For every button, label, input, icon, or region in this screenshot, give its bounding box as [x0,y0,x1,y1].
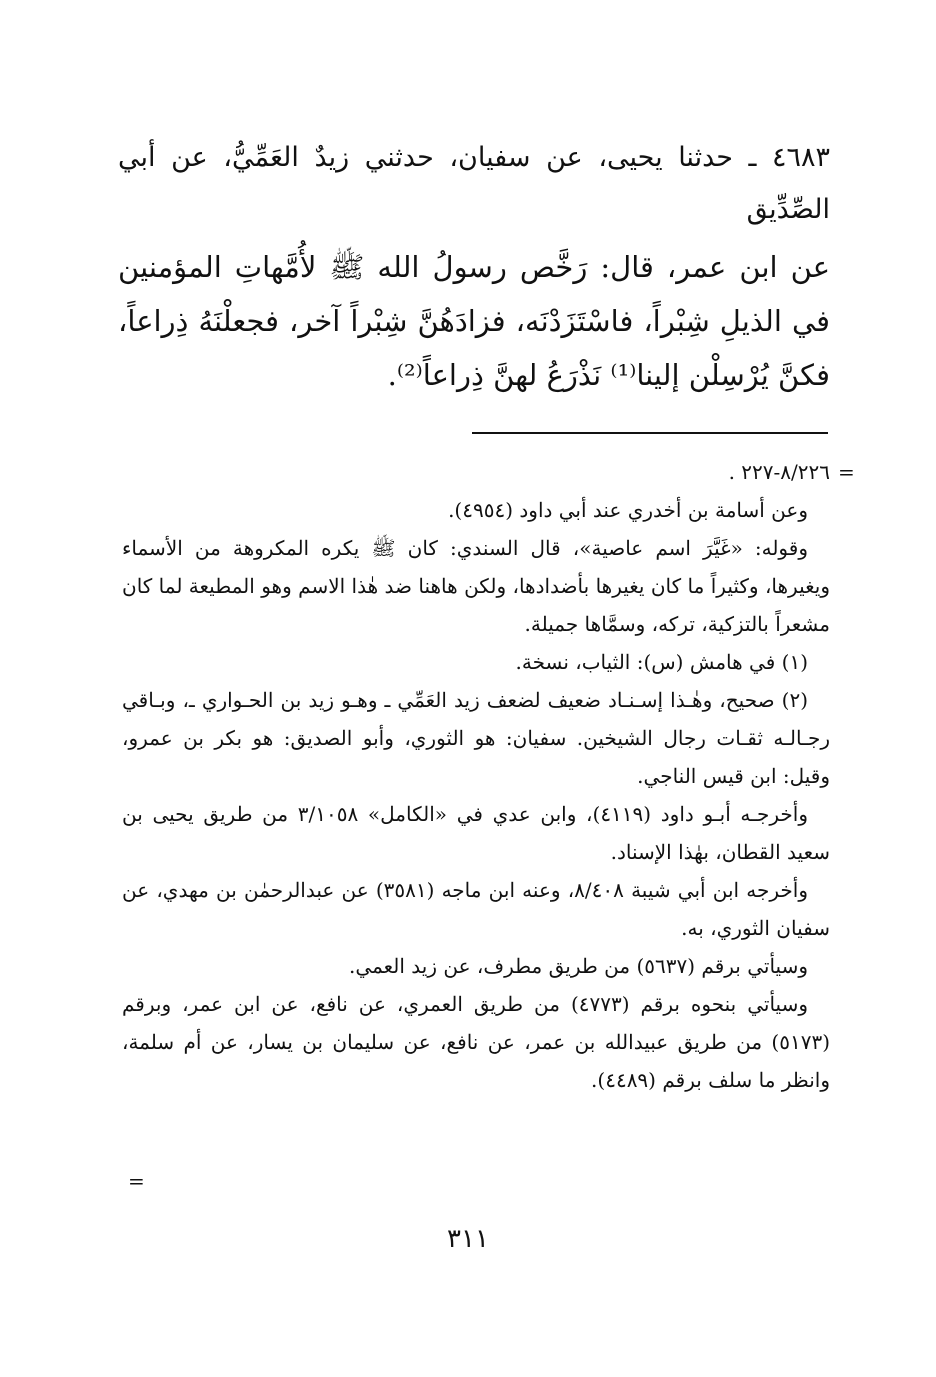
footnote-separator [472,432,828,434]
footnote-2: (٢) صحيح، وهٰـذا إسـنـاد ضعيف لضعف زيد العَمِّي ـ وهـو زيد بن الحـواري ـ، وبـاقي رجـالـه ثقـات رجال الشيخين. سفيان: هو الثوري، وأبو الصديق: هو بكر بن عمرو، وقيل: ابن قيس الناجي. [122,688,830,788]
footnotes [122,453,830,1099]
footnote-paragraph: وسيأتي بنحوه برقم (٤٧٧٣) من طريق العمري، عن نافع، عن ابن عمر، وبرقم (٥١٧٣) من طريق عبيدالله بن عمر، عن نافع، عن سليمان بن يسار، عن أم سلمة، وانظر ما سلف برقم (٤٤٨٩). [122,992,830,1092]
footnote-1: (١) في هامش (س): الثياب، نسخة. [515,650,808,674]
footnote-paragraph: وقوله: «غَيَّرَ اسم عاصية»، قال السندي: كان ﷺ يكره المكروهة من الأسماء ويغيرها، وكثيراً ما كان يغيرها بأضدادها، ولكن هاهنا ضد هٰذا الاسم وهو المطيعة لما كان مشعراً بالتزكية، تركه، وسمَّاها جميلة. [122,536,830,636]
footnote-continuation [122,453,830,491]
footnote-paragraph: وسيأتي برقم (٥٦٣٧) من طريق مطرف، عن زيد العمي. [349,954,808,978]
hadith-text: عن ابن عمر، قال: رَخَّص رسولُ الله ﷺ لأُمَّهاتِ المؤمنين في الذيلِ شِبْراً، فاسْتَزَدْنَه، فزادَهُنَّ شِبْراً آخر، فجعلْنَهُ ذِراعاً، فكنَّ يُرْسِلْن إلينا⁽¹⁾ نَذْرَعُ لهنَّ ذِراعاً⁽²⁾. [118,250,830,392]
footnote-paragraph: وأخرجـه أبـو داود (٤١١٩)، وابن عدي في «الكامل» ٣/١٠٥٨ من طريق يحيى بن سعيد القطان، بهٰذا الإسناد. [122,802,830,864]
continues-next-page-mark: = [128,1169,145,1193]
footnote-paragraph: وأخرجه ابن أبي شيبة ٨/٤٠٨، وعنه ابن ماجه (٣٥٨١) عن عبدالرحمٰن بن مهدي، عن سفيان الثوري، به. [122,878,830,940]
page-number: ٣١١ [447,1224,489,1254]
continuation-ref: ٨/٢٢٦-٢٢٧ . [728,460,830,484]
continuation-mark: = [838,460,855,484]
footnote-paragraph: وعن أسامة بن أخدري عند أبي داود (٤٩٥٤). [448,498,808,522]
hadith-chain: ٤٦٨٣ ـ حدثنا يحيى، عن سفيان، حدثني زيدٌ العَمِّيُّ، عن أبي الصِّدِّيق [118,142,830,225]
